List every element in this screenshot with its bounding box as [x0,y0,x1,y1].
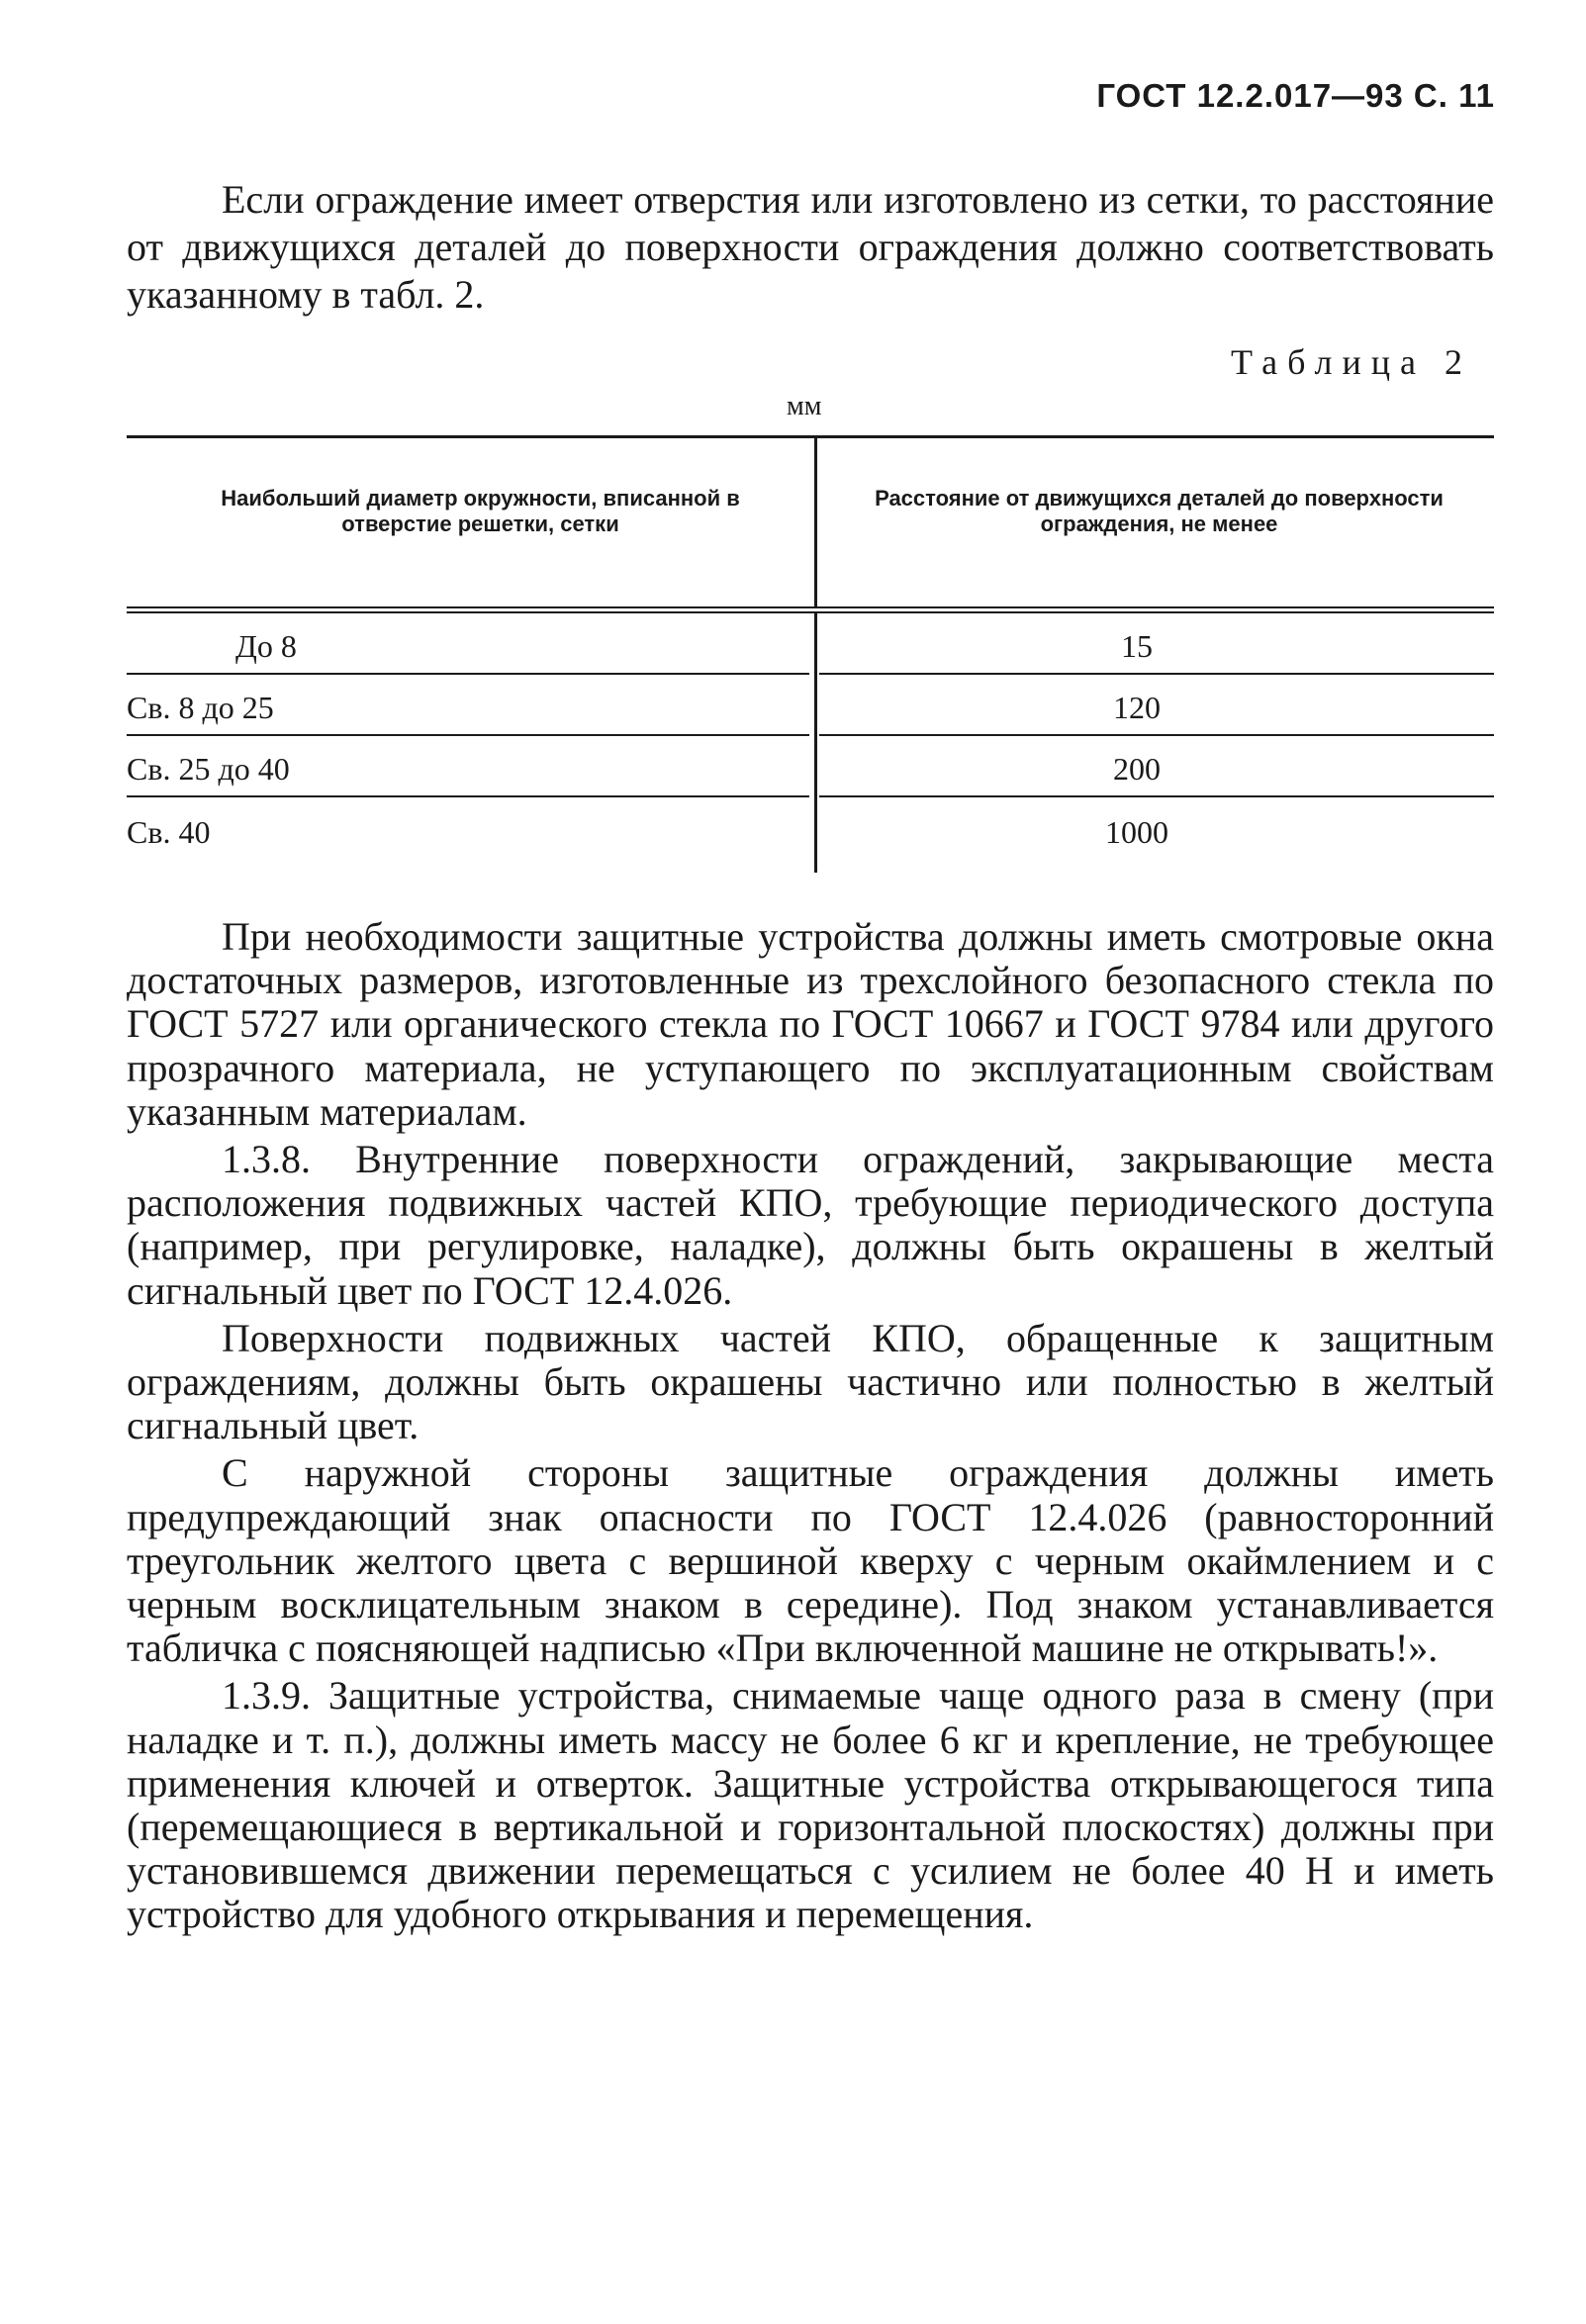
table-body [127,613,1494,881]
cell-distance: 15 [819,628,1494,675]
cell-range: Св. 8 до 25 [127,690,809,736]
cell-range: Св. 25 до 40 [127,751,809,797]
page-header: ГОСТ 12.2.017—93 С. 11 [1096,77,1495,114]
cell-distance: 120 [819,690,1494,736]
column-header-distance: Расстояние от движущихся деталей до поверхности ограждения, не менее [875,486,1444,536]
body-text [127,915,1494,1937]
table-header-divider [814,438,817,606]
table-header-rule [127,606,1494,613]
paragraph-warning-sign: С наружной стороны защитные ограждения должны иметь предупреждающий знак опасности по ГОСТ 12.4.026 (равносторонний треугольник желтого цвета с вершиной кверху с черным окаймлением и с черным восклицательным знаком в середине). Под знаком устанавливается табличка с поясняющей надписью «При включенной машине не открывать!». [127,1450,1494,1671]
intro-paragraph: Если ограждение имеет отверстия или изготовлено из сетки, то расстояние от движущихся деталей до поверхности ограждения должно соответствовать указанному в табл. 2. [127,177,1494,317]
table-caption: Таблица 2 [1231,342,1472,382]
cell-distance: 200 [819,751,1494,797]
table-unit: мм [787,391,822,421]
table-2 [127,435,1494,881]
table-row [127,675,1494,736]
table-row [127,797,1494,859]
cell-range: До 8 [127,628,809,675]
table-row [127,736,1494,797]
column-header-diameter: Наибольший диаметр окружности, вписанной в отверстие решетки, сетки [221,486,740,536]
paragraph-1-3-9: 1.3.9. Защитные устройства, снимаемые чаще одного раза в смену (при наладке и т. п.), должны иметь массу не более 6 кг и крепление, не требующее применения ключей и отверток. Защитные устройства открывающегося типа (перемещающиеся в вертикальной и горизонтальной плоскостях) должны при установившемся движении перемещаться с усилием не более 40 Н и иметь устройство для удобного открывания и перемещения. [127,1673,1494,1937]
cell-range: Св. 40 [127,814,211,850]
paragraph-viewing-windows: При необходимости защитные устройства должны иметь смотровые окна достаточных размеров, изготовленные из трехслойного безопасного стекла по ГОСТ 5727 или органического стекла по ГОСТ 10667 и ГОСТ 9784 или другого прозрачного материала, не уступающего по эксплуатационным свойствам указанным материалам. [127,914,1494,1134]
paragraph-1-3-8: 1.3.8. Внутренние поверхности ограждений, закрывающие места расположения подвижных частей КПО, требующие периодического доступа (например, при регулировке, наладке), должны быть окрашены в желтый сигнальный цвет по ГОСТ 12.4.026. [127,1137,1494,1313]
intro-paragraph-block [127,176,1494,319]
table-row [127,613,1494,675]
cell-distance: 1000 [1105,814,1168,850]
table-header [127,438,1494,606]
paragraph-moving-surfaces: Поверхности подвижных частей КПО, обращенные к защитным ограждениям, должны быть окрашены частично или полностью в желтый сигнальный цвет. [127,1315,1494,1448]
table-body-divider [814,613,817,873]
